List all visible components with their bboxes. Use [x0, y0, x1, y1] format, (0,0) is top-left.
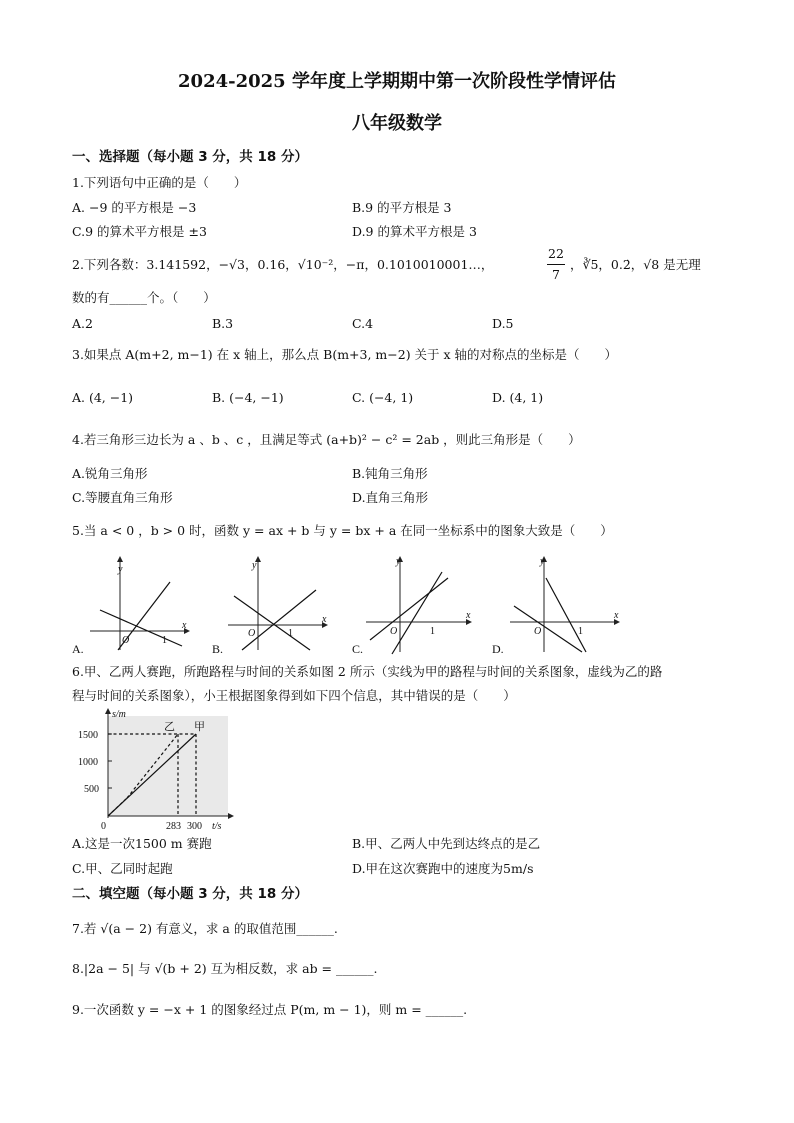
q2-stem: 2.下列各数：3.141592，−√3，0.16，√10⁻²，−π，0.1010010001…，: [72, 257, 494, 272]
exam-title: 2024-2025 学年度上学期期中第一次阶段性学情评估: [178, 71, 616, 92]
x-arrow: [228, 813, 234, 819]
q5-stem: 5.当 a < 0 ，b > 0 时，函数 y = ax + b 与 y = bx + a 在同一坐标系中的图象大致是（ ）: [72, 523, 613, 538]
one-label: 1: [430, 626, 435, 637]
q5-graph-c: [352, 548, 476, 655]
q4-option-d: D.直角三角形: [352, 490, 429, 505]
y-arrow: [117, 556, 123, 562]
y-arrow: [105, 708, 111, 714]
section-title-choice: 一、选择题（每小题 3 分，共 18 分）: [72, 149, 308, 165]
q2-option-a: A.2: [72, 316, 93, 331]
q4-option-a: A.锐角三角形: [72, 466, 148, 481]
line-1: [100, 610, 182, 646]
q1-option-d: D.9 的算术平方根是 3: [352, 224, 477, 239]
one-label: 1: [288, 628, 293, 639]
label-jia: 甲: [194, 721, 205, 733]
one-label: 1: [578, 626, 583, 637]
ytick-1500: 1500: [78, 730, 98, 741]
q2-fraction-numerator: 22: [548, 246, 564, 261]
x-label: x: [614, 610, 619, 621]
q5-graph-a: [72, 550, 192, 655]
x-label: x: [466, 610, 471, 621]
q2-fraction-denominator: 7: [552, 267, 560, 282]
xtick-300: 300: [187, 821, 202, 832]
option-label: B.: [212, 642, 224, 656]
q6-option-c: C.甲、乙同时起跑: [72, 861, 173, 876]
q6-option-a: A.这是一次1500 m 赛跑: [72, 836, 212, 851]
xtick-283: 283: [166, 821, 181, 832]
ytick-1000: 1000: [78, 757, 98, 768]
q6-distance-time-graph: [72, 708, 242, 830]
y-label: y: [118, 564, 123, 575]
q2-option-c: C.4: [352, 316, 374, 331]
x-label: x: [322, 614, 327, 625]
q5-graph-b: [212, 550, 332, 655]
origin-label: O: [248, 628, 256, 639]
line-1: [370, 578, 448, 640]
q4-stem: 4.若三角形三边长为 a 、b 、c ，且满足等式 (a+b)² − c² = 2ab ，则此三角形是（ ）: [72, 432, 581, 447]
q6-stem: 6.甲、乙两人赛跑，所跑路程与时间的关系如图 2 所示（实线为甲的路程与时间的关系图象，虚线为乙的路: [72, 664, 663, 679]
x-label: x: [182, 620, 187, 631]
x-axis-label: t/s: [212, 821, 222, 832]
option-label: D.: [492, 642, 504, 656]
q6-stem-line2: 程与时间的关系图象），小王根据图象得到如下四个信息，其中错误的是（ ）: [72, 688, 516, 703]
q1-stem: 1.下列语句中正确的是（ ）: [72, 175, 247, 190]
q2-stem-line2: 数的有______个。（ ）: [72, 290, 216, 305]
q3-stem: 3.如果点 A(m+2, m−1) 在 x 轴上，那么点 B(m+3, m−2) 关于 x 轴的对称点的坐标是（ ）: [72, 347, 618, 362]
q4-option-c: C.等腰直角三角形: [72, 490, 173, 505]
y-axis-label: s/m: [112, 709, 126, 720]
exam-subtitle: 八年级数学: [352, 113, 442, 134]
line-2: [242, 590, 316, 650]
q1-option-b: B.9 的平方根是 3: [352, 200, 452, 215]
q3-option-a: A. (4, −1): [72, 390, 134, 405]
label-yi: 乙: [164, 721, 175, 733]
y-label: y: [252, 560, 257, 571]
origin-label: O: [534, 626, 542, 637]
q2-option-d: D.5: [492, 316, 514, 331]
y-label: y: [396, 556, 401, 567]
q2-fraction-bar: [547, 264, 565, 265]
q2-option-b: B.3: [212, 316, 234, 331]
y-label: y: [540, 556, 545, 567]
q6-option-b: B.甲、乙两人中先到达终点的是乙: [352, 836, 541, 851]
ytick-500: 500: [84, 784, 99, 795]
line-1: [514, 606, 582, 652]
section-title-fill: 二、填空题（每小题 3 分，共 18 分）: [72, 886, 308, 902]
origin-label: 0: [101, 821, 106, 832]
one-label: 1: [162, 635, 167, 646]
option-label: A.: [72, 642, 84, 656]
option-label: C.: [352, 642, 364, 656]
q6-option-d: D.甲在这次赛跑中的速度为5m/s: [352, 861, 534, 876]
origin-label: O: [122, 635, 130, 646]
q8-stem: 8.|2a − 5| 与 √(b + 2) 互为相反数，求 ab = ______.: [72, 961, 378, 976]
q3-option-d: D. (4, 1): [492, 390, 544, 405]
q7-stem: 7.若 √(a − 2) 有意义，求 a 的取值范围______.: [72, 921, 338, 936]
q5-graph-d: [492, 548, 622, 655]
origin-label: O: [390, 626, 398, 637]
q4-option-b: B.钝角三角形: [352, 466, 428, 481]
q1-option-c: C.9 的算术平方根是 ±3: [72, 224, 207, 239]
q3-option-b: B. (−4, −1): [212, 390, 284, 405]
q2-stem-tail: ，∛5，0.2̇，√8 是无理: [570, 257, 701, 272]
q9-stem: 9.一次函数 y = −x + 1 的图象经过点 P(m, m − 1)，则 m = ______.: [72, 1002, 468, 1017]
q3-option-c: C. (−4, 1): [352, 390, 414, 405]
q1-option-a: A. −9 的平方根是 −3: [72, 200, 197, 215]
